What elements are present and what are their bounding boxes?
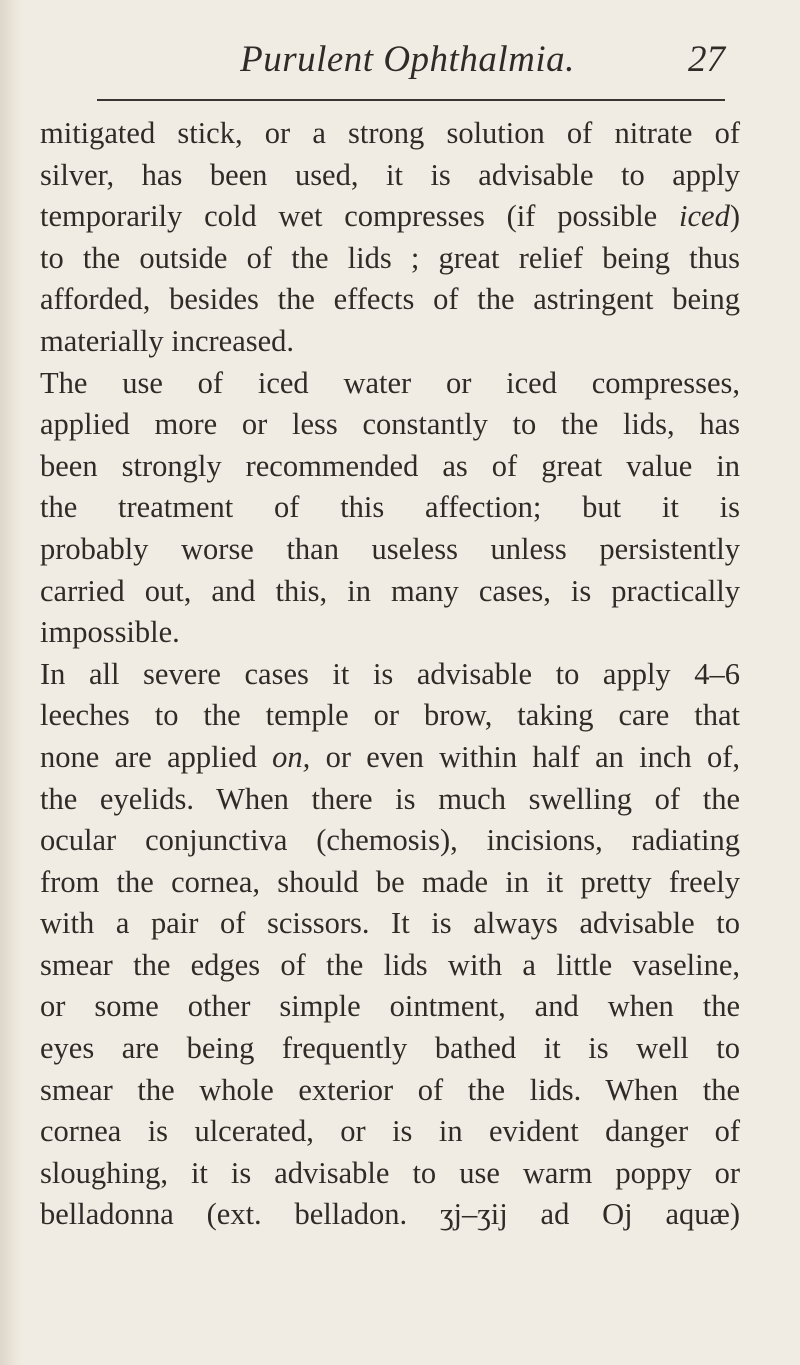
text-line: afforded, besides the effects of the astringent being [40, 282, 740, 317]
text-line: ocular conjunctiva (chemosis), incisions, radiating [40, 823, 740, 858]
text-line: or some other simple ointment, and when the [40, 989, 740, 1024]
body-text [40, 113, 740, 1236]
header-rule [97, 99, 725, 101]
running-head [90, 38, 725, 94]
text-line: to the outside of the lids ; great relief being thus [40, 240, 740, 275]
text-line: materially increased. [40, 323, 295, 358]
text-line: belladonna (ext. belladon. ʒj–ʒij ad Oj aquæ) [40, 1197, 740, 1232]
text-line: the treatment of this affection; but it is [40, 490, 740, 525]
italic-word: iced [679, 199, 730, 234]
text-line: eyes are being frequently bathed it is well to [40, 1031, 740, 1066]
page-binding-edge [0, 0, 22, 1365]
text-line: the eyelids. When there is much swelling of the [40, 781, 740, 816]
text-line: silver, has been used, it is advisable to apply [40, 157, 740, 192]
paragraph-start-line: In all severe cases it is advisable to apply 4–6 [40, 656, 740, 691]
page-number: 27 [688, 39, 725, 80]
text-line: smear the edges of the lids with a little vaseline, [40, 947, 740, 982]
text-line: carried out, and this, in many cases, is practically [40, 573, 740, 608]
paragraph-start-line: The use of iced water or iced compresses, [40, 365, 740, 400]
running-title: Purulent Ophthalmia. [240, 39, 575, 80]
text-line: smear the whole exterior of the lids. When the [40, 1072, 740, 1107]
text-line: applied more or less constantly to the lids, has [40, 407, 740, 442]
text-line: cornea is ulcerated, or is in evident danger of [40, 1114, 740, 1149]
text-line: from the cornea, should be made in it pretty freely [40, 864, 740, 899]
text-line: none are applied on, or even within half an inch of, [40, 739, 740, 774]
text-line: impossible. [40, 615, 180, 650]
italic-word: on, [272, 739, 311, 774]
text-line: with a pair of scissors. It is always advisable to [40, 906, 740, 941]
text-line: been strongly recommended as of great value in [40, 448, 740, 483]
text-line: temporarily cold wet compresses (if possible iced) [40, 199, 740, 234]
text-line: probably worse than useless unless persistently [40, 531, 740, 566]
text-line: mitigated stick, or a strong solution of nitrate of [40, 116, 740, 150]
text-line: sloughing, it is advisable to use warm poppy or [40, 1155, 740, 1190]
text-line: leeches to the temple or brow, taking care that [40, 698, 740, 733]
